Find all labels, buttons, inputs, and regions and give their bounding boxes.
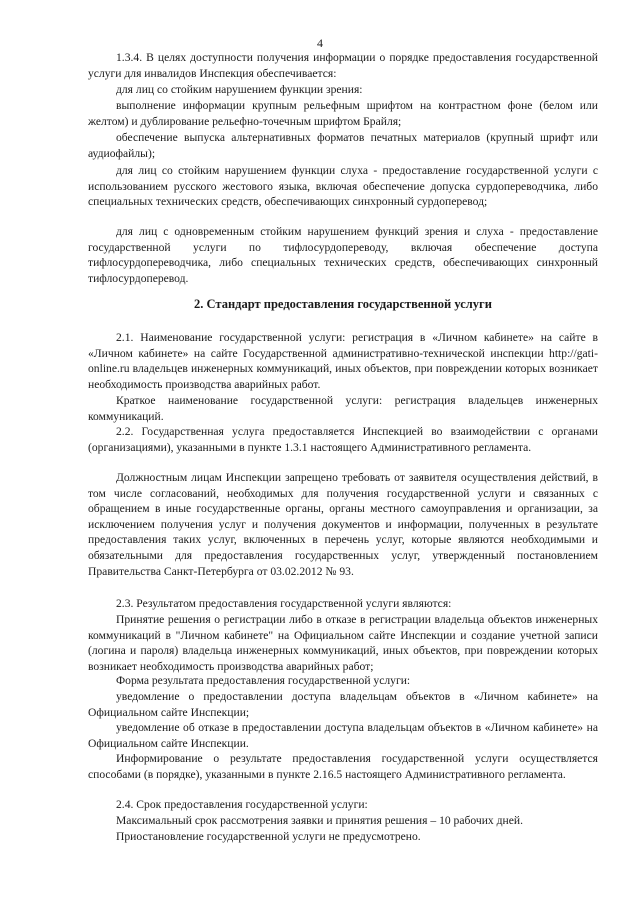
paragraph-notice-access: уведомление о предоставлении доступа владельцам объектов в «Личном кабинете» на Официальном сайте Инспекции; (88, 690, 598, 719)
paragraph-result-form: Форма результата предоставления государственной услуги: (116, 674, 411, 687)
paragraph-2-4: 2.4. Срок предоставления государственной услуги: (116, 798, 368, 811)
paragraph-deafblind: для лиц с одновременным стойким нарушением функций зрения и слуха - предоставление государственной услуги по тифлосурдопереводу, включая обеспечение доступа тифлосурдопереводчика, либо специальных технических средств, обеспечивающих синхронный тифлосурдоперевод. (88, 225, 598, 285)
paragraph-hearing: для лиц со стойким нарушением функции слуха - предоставление государственной услуги с использованием русского жестового языка, включая обеспечение допуска сурдопереводчика, либо специальных технических средств, обеспечивающих синхронный сурдоперевод; (88, 164, 598, 209)
paragraph-braille: выполнение информации крупным рельефным шрифтом на контрастном фоне (белом или желтом) и дублирование рельефно-точечным шрифтом Брайля; (88, 99, 598, 128)
paragraph-2-3: 2.3. Результатом предоставления государственной услуги являются: (116, 597, 452, 610)
paragraph-1-3-4: 1.3.4. В целях доступности получения информации о порядке предоставления государственной услуги для инвалидов Инспекция обеспечивается: (88, 51, 598, 80)
paragraph-prohibition: Должностным лицам Инспекции запрещено требовать от заявителя осуществления действий, в том числе согласований, необходимых для получения государственной услуги и связанных с обращением в иные государственные органы, органы местного самоуправления и организации, за исключением получения услуг и получения документов и информации, полученных в результате предоставления таких услуг, включенных в перечень услуг, которые являются необходимыми и обязательными для предоставления государственных услуг, утвержденный постановлением Правительства Санкт-Петербурга от 03.02.2012 № 93. (88, 471, 598, 578)
paragraph-2-1: 2.1. Наименование государственной услуги: регистрация в «Личном кабинете» на сайте в «Личном кабинете» на сайте Государственной административно-технической инспекции http://gati-online.ru владельцев инженерных коммуникаций, иных объектов, при повреждении которых возникает необходимость производства аварийных работ. (88, 331, 598, 391)
paragraph-vision-intro: для лиц со стойким нарушением функции зрения: (116, 83, 363, 96)
paragraph-2-2: 2.2. Государственная услуга предоставляется Инспекцией во взаимодействии с органами (организациями), указанными в пункте 1.3.1 настоящего Административного регламента. (88, 425, 598, 454)
paragraph-suspension: Приостановление государственной услуги не предусмотрено. (116, 830, 421, 843)
paragraph-alt-formats: обеспечение выпуска альтернативных форматов печатных материалов (крупный шрифт или аудиофайлы); (88, 131, 598, 160)
paragraph-informing: Информирование о результате предоставления государственной услуги осуществляется способами (в порядке), указанными в пункте 2.16.5 настоящего Административного регламента. (88, 752, 598, 781)
page-number: 4 (317, 36, 323, 50)
paragraph-short-name: Краткое наименование государственной услуги: регистрация владельцев инженерных коммуникаций. (88, 394, 598, 423)
paragraph-max-term: Максимальный срок рассмотрения заявки и принятия решения – 10 рабочих дней. (116, 814, 523, 827)
paragraph-notice-refusal: уведомление об отказе в предоставлении доступа владельцам объектов в «Личном кабинете» на Официальном сайте Инспекции. (88, 721, 598, 750)
paragraph-decision: Принятие решения о регистрации либо в отказе в регистрации владельца объектов инженерных коммуникаций в "Личном кабинете" на Официальном сайте Инспекции и создание учетной записи (логина и пароля) владельца инженерных коммуникаций, иных объектов, при повреждении которых возникает необходимость производства аварийных работ; (88, 613, 598, 673)
section-heading: 2. Стандарт предоставления государственной услуги (194, 297, 492, 311)
